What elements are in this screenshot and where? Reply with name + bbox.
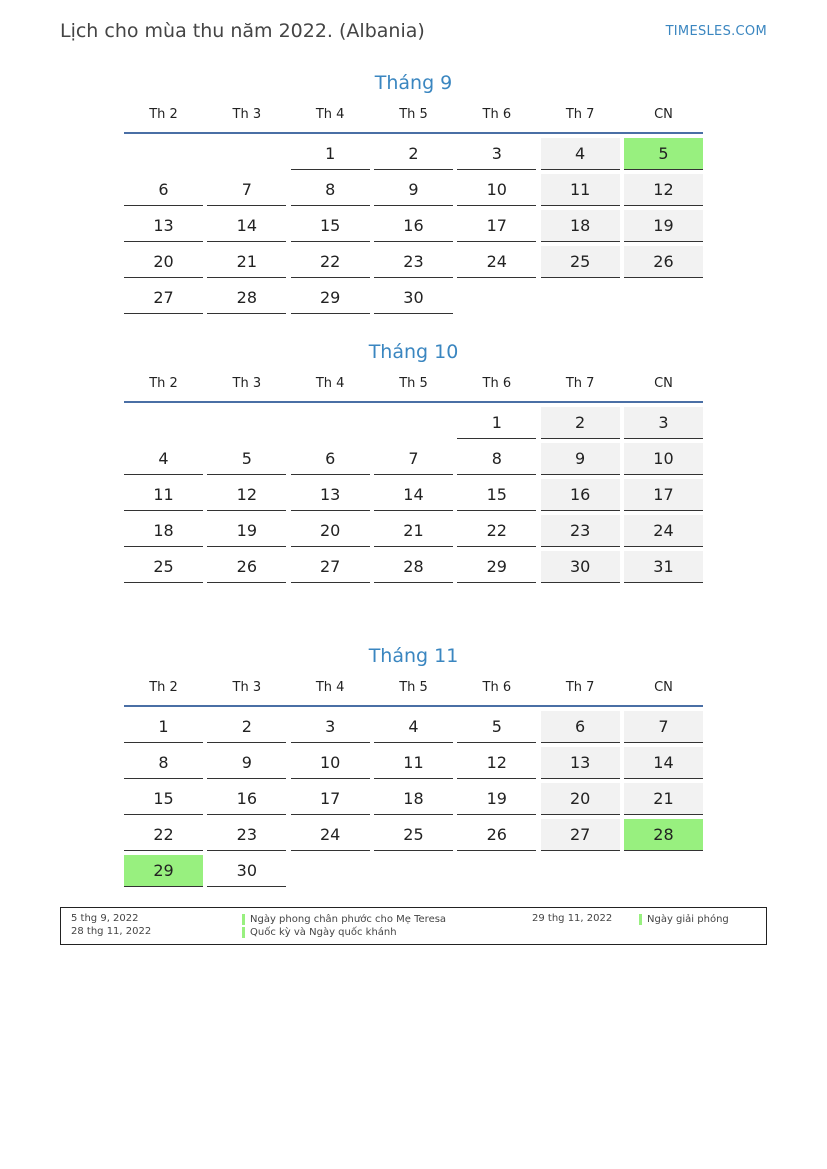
day-cell[interactable]: 7 [207, 174, 286, 206]
weekday-label: Th 2 [149, 107, 178, 122]
day-cell[interactable]: 15 [291, 210, 370, 242]
day-cell[interactable]: 10 [457, 174, 536, 206]
empty-cell [291, 855, 370, 886]
day-cell[interactable]: 16 [207, 783, 286, 815]
day-cell[interactable]: 30 [374, 282, 453, 314]
empty-cell [374, 855, 453, 886]
day-cell[interactable]: 4 [374, 711, 453, 743]
day-cell[interactable]: 24 [291, 819, 370, 851]
weekday-label: Th 7 [565, 680, 595, 695]
day-cell[interactable]: 9 [374, 174, 453, 206]
day-cell[interactable]: 23 [207, 819, 286, 851]
legend-holiday-name: Quốc kỳ và Ngày quốc khánh [250, 927, 397, 938]
weekday-label: Th 6 [482, 376, 512, 391]
legend-date: 29 thg 11, 2022 [532, 913, 613, 924]
day-cell[interactable]: 26 [624, 246, 703, 278]
weekday-header [124, 98, 703, 134]
week-row [124, 443, 703, 479]
day-cell[interactable]: 22 [457, 515, 536, 547]
legend-holiday-name: Ngày phong chân phước cho Mẹ Teresa [250, 914, 447, 925]
day-cell[interactable]: 29 [291, 282, 370, 314]
week-row [124, 783, 703, 819]
day-cell[interactable]: 6 [291, 443, 370, 475]
holiday-day-cell[interactable]: 29 [124, 855, 203, 887]
month-september [124, 68, 703, 318]
day-cell[interactable]: 16 [541, 479, 620, 511]
day-cell[interactable]: 19 [207, 515, 286, 547]
day-cell[interactable]: 22 [291, 246, 370, 278]
day-cell[interactable]: 21 [374, 515, 453, 547]
legend-item [242, 926, 397, 939]
day-cell[interactable]: 10 [624, 443, 703, 475]
week-row [124, 479, 703, 515]
weekday-label: Th 5 [399, 376, 428, 391]
month-title: Tháng 9 [374, 72, 453, 94]
day-cell[interactable]: 2 [541, 407, 620, 439]
empty-cell [624, 282, 703, 313]
empty-cell [541, 855, 620, 886]
day-cell[interactable]: 14 [207, 210, 286, 242]
empty-cell [124, 407, 203, 438]
legend-holiday-name: Ngày giải phóng [647, 914, 729, 925]
day-grid [124, 711, 703, 891]
month-title: Tháng 10 [368, 341, 459, 363]
day-cell[interactable]: 2 [207, 711, 286, 743]
day-cell[interactable]: 5 [457, 711, 536, 743]
day-cell[interactable]: 23 [374, 246, 453, 278]
weekday-label: Th 6 [482, 680, 512, 695]
day-cell[interactable]: 6 [541, 711, 620, 743]
day-cell[interactable]: 25 [541, 246, 620, 278]
day-cell[interactable]: 12 [624, 174, 703, 206]
empty-cell [207, 138, 286, 169]
day-cell[interactable]: 16 [374, 210, 453, 242]
week-row [124, 747, 703, 783]
day-cell[interactable]: 26 [457, 819, 536, 851]
day-cell[interactable]: 1 [124, 711, 203, 743]
week-row [124, 210, 703, 246]
weekday-label: CN [654, 680, 673, 695]
week-row [124, 819, 703, 855]
day-cell[interactable]: 2 [374, 138, 453, 170]
empty-cell [457, 855, 536, 886]
day-cell[interactable]: 20 [124, 246, 203, 278]
empty-cell [624, 855, 703, 886]
weekday-label: Th 7 [565, 107, 595, 122]
day-cell[interactable]: 26 [207, 551, 286, 583]
day-grid [124, 138, 703, 318]
day-cell[interactable]: 21 [624, 783, 703, 815]
day-cell[interactable]: 11 [541, 174, 620, 206]
day-cell[interactable]: 17 [291, 783, 370, 815]
week-row [124, 515, 703, 551]
day-cell[interactable]: 31 [624, 551, 703, 583]
day-cell[interactable]: 18 [374, 783, 453, 815]
day-cell[interactable]: 19 [624, 210, 703, 242]
day-cell[interactable]: 13 [541, 747, 620, 779]
day-cell[interactable]: 27 [541, 819, 620, 851]
day-cell[interactable]: 17 [624, 479, 703, 511]
empty-cell [457, 282, 536, 313]
day-cell[interactable]: 9 [541, 443, 620, 475]
day-cell[interactable]: 1 [291, 138, 370, 170]
day-cell[interactable]: 8 [124, 747, 203, 779]
day-cell[interactable]: 12 [207, 479, 286, 511]
day-cell[interactable]: 3 [624, 407, 703, 439]
day-cell[interactable]: 18 [541, 210, 620, 242]
day-cell[interactable]: 4 [541, 138, 620, 170]
empty-cell [207, 407, 286, 438]
holiday-color-swatch [242, 927, 245, 938]
day-cell[interactable]: 6 [124, 174, 203, 206]
weekday-header [124, 671, 703, 707]
day-cell[interactable]: 7 [374, 443, 453, 475]
week-row [124, 855, 703, 891]
week-row [124, 282, 703, 318]
holiday-color-swatch [242, 914, 245, 925]
day-cell[interactable]: 28 [207, 282, 286, 314]
day-cell[interactable]: 8 [291, 174, 370, 206]
weekday-label: CN [654, 376, 673, 391]
day-cell[interactable]: 30 [207, 855, 286, 887]
day-cell[interactable]: 25 [124, 551, 203, 583]
day-cell[interactable]: 21 [207, 246, 286, 278]
day-cell[interactable]: 18 [124, 515, 203, 547]
week-row [124, 246, 703, 282]
day-cell[interactable]: 1 [457, 407, 536, 439]
week-row [124, 138, 703, 174]
day-cell[interactable]: 3 [457, 138, 536, 170]
day-cell[interactable]: 23 [541, 515, 620, 547]
day-cell[interactable]: 5 [207, 443, 286, 475]
day-cell[interactable]: 29 [457, 551, 536, 583]
weekday-label: Th 6 [482, 107, 512, 122]
day-cell[interactable]: 27 [124, 282, 203, 314]
page-title: Lịch cho mùa thu năm 2022. (Albania) [60, 20, 425, 42]
day-cell[interactable]: 17 [457, 210, 536, 242]
weekday-label: Th 4 [315, 376, 345, 391]
weekday-label: Th 3 [232, 107, 262, 122]
day-cell[interactable]: 15 [124, 783, 203, 815]
day-cell[interactable]: 11 [374, 747, 453, 779]
empty-cell [291, 407, 370, 438]
day-cell[interactable]: 22 [124, 819, 203, 851]
empty-cell [541, 282, 620, 313]
holiday-color-swatch [639, 914, 642, 925]
day-cell[interactable]: 19 [457, 783, 536, 815]
day-cell[interactable]: 20 [291, 515, 370, 547]
day-cell[interactable]: 3 [291, 711, 370, 743]
day-cell[interactable]: 10 [291, 747, 370, 779]
day-cell[interactable]: 8 [457, 443, 536, 475]
weekday-label: Th 4 [315, 680, 345, 695]
weekday-header [124, 367, 703, 403]
legend-item [639, 913, 729, 926]
weekday-label: Th 3 [232, 376, 262, 391]
month-title: Tháng 11 [368, 645, 459, 667]
day-grid [124, 407, 703, 587]
holiday-legend [60, 907, 767, 945]
weekday-label: Th 5 [399, 680, 428, 695]
day-cell[interactable]: 7 [624, 711, 703, 743]
legend-date: 5 thg 9, 2022 [71, 913, 139, 924]
weekday-label: Th 7 [565, 376, 595, 391]
holiday-day-cell[interactable]: 5 [624, 138, 703, 170]
legend-date: 28 thg 11, 2022 [71, 926, 152, 937]
day-cell[interactable]: 12 [457, 747, 536, 779]
empty-cell [374, 407, 453, 438]
week-row [124, 174, 703, 210]
day-cell[interactable]: 30 [541, 551, 620, 583]
day-cell[interactable]: 15 [457, 479, 536, 511]
holiday-day-cell[interactable]: 28 [624, 819, 703, 851]
day-cell[interactable]: 9 [207, 747, 286, 779]
day-cell[interactable]: 13 [124, 210, 203, 242]
day-cell[interactable]: 20 [541, 783, 620, 815]
day-cell[interactable]: 11 [124, 479, 203, 511]
day-cell[interactable]: 14 [624, 747, 703, 779]
empty-cell [124, 138, 203, 169]
month-october [124, 337, 703, 587]
weekday-label: Th 2 [149, 680, 178, 695]
month-november [124, 641, 703, 891]
day-cell[interactable]: 24 [457, 246, 536, 278]
day-cell[interactable]: 4 [124, 443, 203, 475]
week-row [124, 407, 703, 443]
day-cell[interactable]: 14 [374, 479, 453, 511]
site-link[interactable]: TIMESLES.COM [665, 24, 767, 39]
weekday-label: Th 4 [315, 107, 345, 122]
weekday-label: Th 5 [399, 107, 428, 122]
weekday-label: Th 3 [232, 680, 262, 695]
day-cell[interactable]: 27 [291, 551, 370, 583]
day-cell[interactable]: 24 [624, 515, 703, 547]
day-cell[interactable]: 25 [374, 819, 453, 851]
week-row [124, 551, 703, 587]
weekday-label: CN [654, 107, 673, 122]
week-row [124, 711, 703, 747]
weekday-label: Th 2 [149, 376, 178, 391]
legend-item [242, 913, 446, 926]
day-cell[interactable]: 13 [291, 479, 370, 511]
day-cell[interactable]: 28 [374, 551, 453, 583]
